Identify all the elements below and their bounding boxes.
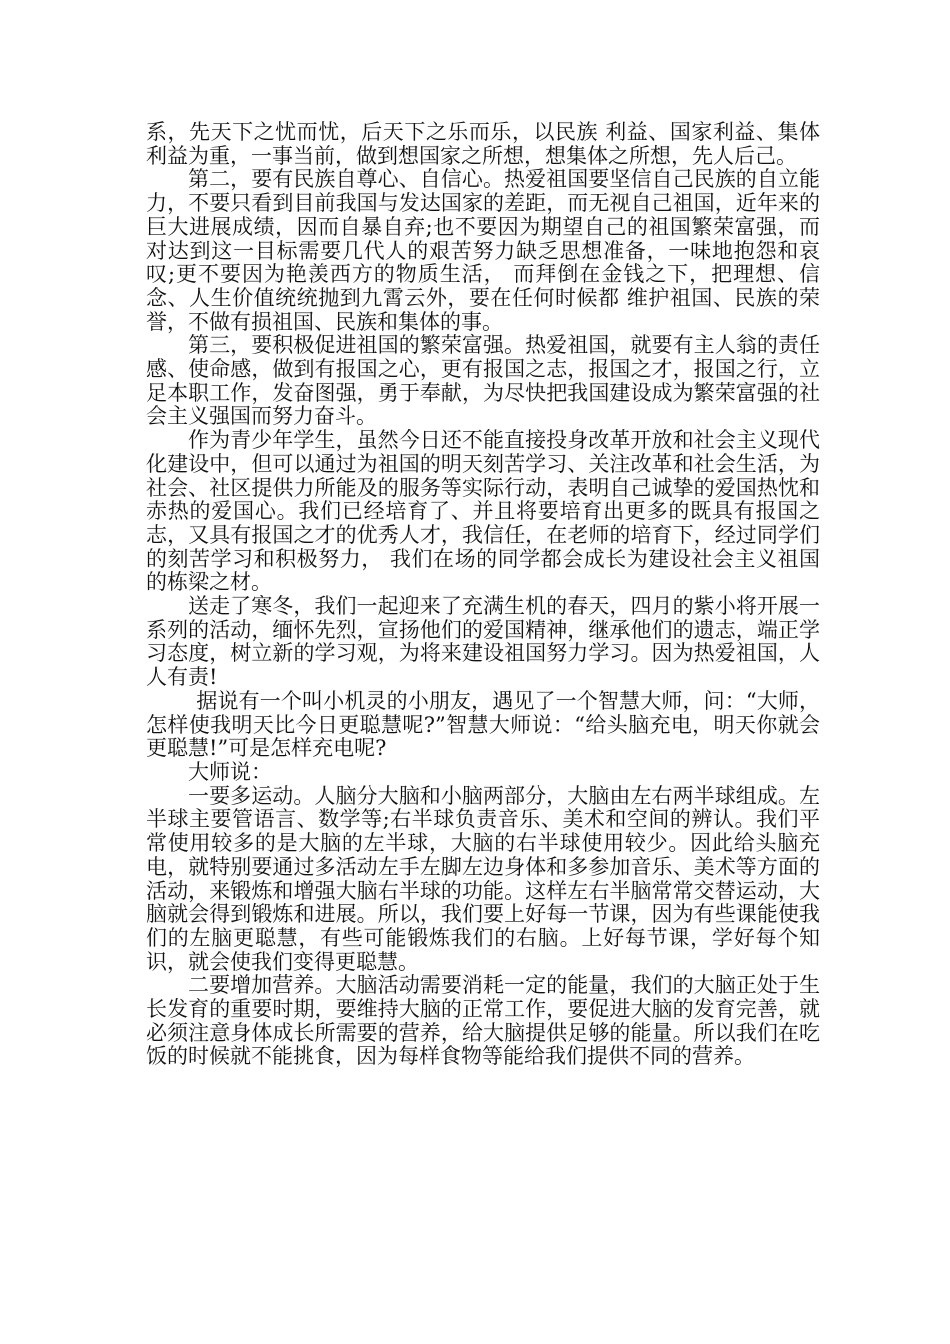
paragraph-master-says: 大师说： bbox=[188, 759, 272, 784]
paragraph-nutrition: 二要增加营养。大脑活动需要消耗一定的能量，我们的大脑正处于生长发育的重要时期，要维持大脑的正常工作，要促进大脑的发育完善，就必须注意身体成长所需要的营养，给大脑提供足够的能量。所以我们在吃饭的时候就不能挑食，因为每样食物等能给我们提供不同的营养。 bbox=[146, 973, 820, 1069]
paragraph-patriotism-continued: 系，先天下之忧而忧，后天下之乐而乐，以民族 利益、国家利益、集体利益为重，一事当前，做到想国家之所想，想集体之所想，先人后己。 bbox=[146, 120, 820, 168]
document-page bbox=[146, 121, 820, 1069]
paragraph-third-point: 第三，要积极促进祖国的繁荣富强。热爱祖国，就要有主人翁的责任感、使命感，做到有报国之心，更有报国之志，报国之才，报国之行，立足本职工作，发奋图强，勇于奉献，为尽快把我国建设成为繁荣富强的社会主义强国而努力奋斗。 bbox=[146, 333, 820, 429]
paragraph-second-point: 第二，要有民族自尊心、自信心。热爱祖国要坚信自己民族的自立能力，不要只看到目前我国与发达国家的差距，而无视自己祖国，近年来的巨大进展成绩，因而自暴自弃;也不要因为期望自己的祖国繁荣富强，而对达到这一目标需要几代人的艰苦努力缺乏思想准备，一味地抱怨和哀叹;更不要因为艳羡西方的物质生活， 而拜倒在金钱之下，把理想、信念、人生价值统统抛到九霄云外，要在任何时候都 维护祖国、民族的荣誉，不做有损祖国、民族和集体的事。 bbox=[146, 167, 820, 334]
paragraph-story-intro: 据说有一个叫小机灵的小朋友，遇见了一个智慧大师，问：“大师，怎样使我明天比今日更聪慧呢?”智慧大师说：“给头脑充电，明天你就会更聪慧!”可是怎样充电呢? bbox=[146, 688, 820, 761]
paragraph-spring-activities: 送走了寒冬，我们一起迎来了充满生机的春天，四月的紫小将开展一系列的活动，缅怀先烈，宣扬他们的爱国精神，继承他们的遗志，端正学习态度，树立新的学习观，为将来建设祖国努力学习。因为热爱祖国，人人有责! bbox=[146, 594, 820, 690]
paragraph-exercise: 一要多运动。人脑分大脑和小脑两部分，大脑由左右两半球组成。左半球主要管语言、数学等;右半球负责音乐、美术和空间的辨认。我们平常使用较多的是大脑的左半球，大脑的右半球使用较少。因此给头脑充电，就特别要通过多活动左手左脚左边身体和多参加音乐、美术等方面的活动，来锻炼和增强大脑右半球的功能。这样左右半脑常常交替运动，大脑就会得到锻炼和进展。所以，我们要上好每一节课，因为有些课能使我们的左脑更聪慧，有些可能锻炼我们的右脑。上好每节课，学好每个知识，就会使我们变得更聪慧。 bbox=[146, 783, 820, 974]
paragraph-students-role: 作为青少年学生，虽然今日还不能直接投身改革开放和社会主义现代化建设中，但可以通过为祖国的明天刻苦学习、关注改革和社会生活，为社会、社区提供力所能及的服务等实际行动，表明自己诚挚的爱国热忱和赤热的爱国心。我们已经培育了、并且将要培育出更多的既具有报国之志，又具有报国之才的优秀人才，我信任，在老师的培育下，经过同学们的刻苦学习和积极努力， 我们在场的同学都会成长为建设社会主义祖国的栋梁之材。 bbox=[146, 428, 820, 595]
